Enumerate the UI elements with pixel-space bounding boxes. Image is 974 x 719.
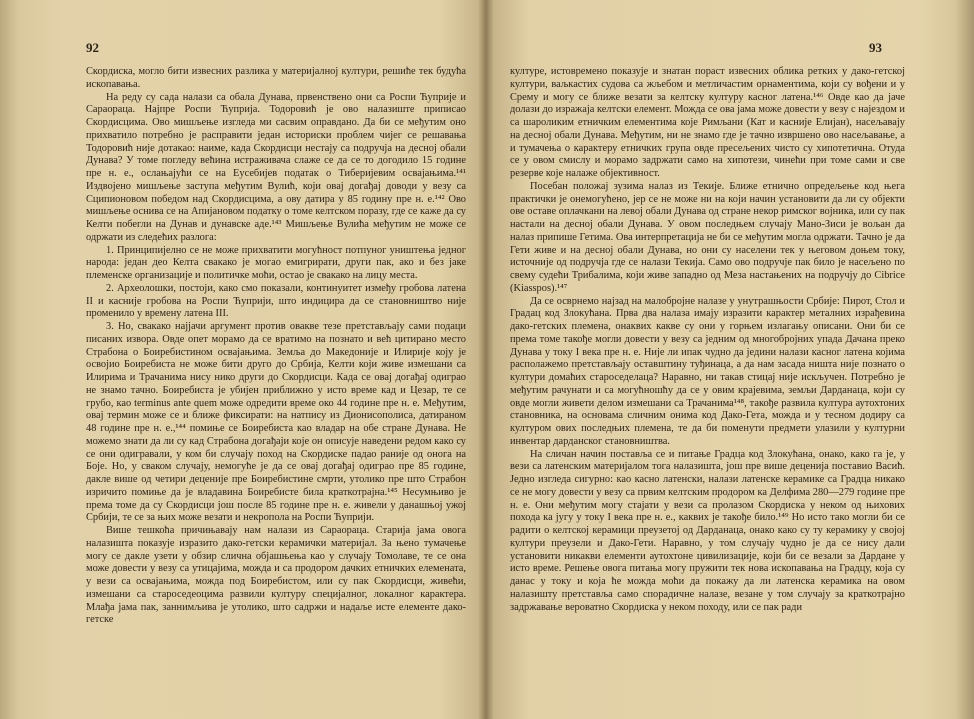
paragraph: 3. Но, свакако најјачи аргумент против овакве тезе претстављају сами подаци писаних извора. Овде опет морамо да се вратимо на познато и већ цитирано место Страбона о Боиребистином освајањима. Земља до Македоније и Илирије коју је освојио Боиребиста не може бити друго до Србија, Келти који живе измешани са Илирима и Трачанима нису нико други до Скордисци. Када се овај догађај одиграо не знамо тачно. Боиребиста је убијен приближно у исто време кад и Цезар, те се грубо, као terminus ante quem може одредити време око 44 године пре н. е. Међутим, овај термин може се и ближе фиксирати: на натпису из Дионисополиса, датираном 48 године пре н. е.,¹⁴⁴ помиње се Боиребиста као владар на обе стране Дунава. Не можемо знати да ли су кад Страбона догађаји које он описује наведени редом како су се они одигравали, у ком би случају поход на Скордиске падао раније од онога на Боје. Но, у сваком случају, немогуће је да се овај догађај одиграо пре 85 године, дакле више од четири деценије пре Боиребистине смрти, утолико пре што Страбон изричито помиње да је владавина Боиребисте била краткотрајна.¹⁴⁵ Несумњиво је према томе да су Скордисци још после 85 године пре н. е. живели у данашњој ужој Србији, те се за њих може везати и некропола на Роспи Ћуприји. <box>86 321 466 524</box>
paragraph: 1. Принципијелно се не може прихватити могућност потпуног уништења једног народа: један део Келта свакако је могао емигрирати, други пак, ако и без јаке племенске организације и политичке моћи, остао је свакако на лицу места. <box>86 244 466 281</box>
page-number: 93 <box>869 40 882 55</box>
paragraph: На реду су сада налази са обала Дунава, првенствено они са Роспи Ћуприје и Сараораца. Најпре Роспи Ћуприја. Тодоровић је ово налазиште приписао Скордисцима. Ово мишљење изгледа ми сасвим оправдано. Да би се међутим оно прихватило потребно је расправити један историски проблем чијег се решавања Тодоровић није дотакао: наиме, када Скордисци нестају са подручја на десној обали Дунава? У томе погледу већина истраживача слаже се да се то догодило 15 године пре н. е., ослањајући се на Еусебијев податак о Тиберијевим освајањима.¹⁴¹ Издвојено мишљење заступа међутим Вулић, који овај догађај доводи у везу са Сципионовом победом над Скордисцима, а ову датира у 85 годину пре н. е.¹⁴² Ово мишљење оснива се на Апијановом податку о томе келтском поразу, где се каже да су Келти побегли на Дунав и дунавске аде.¹⁴³ Мишљење Вулића међутим не може се одржати из следећих разлога: <box>86 91 466 243</box>
paragraph: На сличан начин поставља се и питање Градца код Злокућана, онако, како га је, у вези са латенским материјалом тога налазишта, још пре више деценија поставио Васић. Једно изгледа сигурно: као касно латенски, налази латенске керамике са Градца никако се не могу довести у везу са првим келтским продором ка Делфима 280—279 године пре н. е. Они међутим могу стајати у вези са пролазом Скордиска у неком од њихових похода ка југу у току I века пре н. е., каквих је такође било.¹⁴⁹ Но исто тако могли би се радити о келтској керамици преузетој од Дарданаца, онако како су ту керамику у својој култури преузели и Дако-Гети. Наравно, у том случају чудно је да се нису дали установити никакви елементи аутохтоне цивилизације, који би се везали за Дардане у исто време. Решење овога питања могу пружити тек нова ископавања на Градцу, која су данас у току и која ће можда моћи да покажу да ли латенска керамика на овом налазишту претставља само спорадичне налазе, везане у том случају за краткотрајно задржавање вероватно Скордиска у неком походу, или се пак ради <box>510 448 905 613</box>
paragraph: Више тешкоћа причињавају нам налази из Сараораца. Старија јама овога налазишта показује изразито дако-гетски керамички материјал. За њено тумачење могу се дакле узети у обзир слична објашњења као у случају Томолаве, те се она може довести у везу са утицајима, можда и са продором дачких етничких елемената, у вези са освајањима, можда под Боиребистом, или су пак Скордисци, живећи, измешани са староседеоцима развили културу специјалног, локалног карактера. Млађа јама пак, заннимљива је утолико, што садржи и надаље исте елементе дако-гетске <box>86 525 466 626</box>
page-text <box>510 66 905 614</box>
paragraph: Да се осврнемо најзад на малобројне налазе у унутрашњости Србије: Пирот, Стол и Градац код Злокућана. Прва два налаза имају изразити карактер металних израђевина дако-гетских племена, онаквих какве су они у горњем излагању описани. Они би се према томе такође могли довести у везу са једним од многобројних упада Дачана преко Дунава у току I века пре н. е. Није ли ипак чудно да једини налази касног латена којима располажемо претстављају оставштину туђинаца, а да нам засада ништа није познато о култури домаћих староседелаца? Наравно, ни такав стицај није искључен. Потребно је међутим рачунати и са могућношћу да се у овим крајевима, земљи Дарданаца, који су овде могли живети делом измешани са Трачанима¹⁴⁸, такође развила култура аутохтоних становника, на основама сличним онима код Дако-Гета, можда и у тесном додиру са културом ових последњих племена, те да би поменути предмети улазили у културни инвентар дарданског становништва. <box>510 295 905 447</box>
paragraph: Посебан положај зузима налаз из Текије. Ближе етнично опредељење код њега практички је онемогућено, јер се не може ни на који начин установити да ли су објекти ове оставе оплачкани на левој обали Дунава од стране некор римског војника, или су пак настали на десној обали Дунава. У овом последњем случају Мано-Зиси је вољан да налаз припише Гетима. Ова интерпретација не би се међутим могла одржати. Тачно је да Гети живе и на десној обали Дунава, но они су населени тек у његовом доњем току, источније од подручја где се налази Текија. Само ово подручје пак било је насељено по свему судећи Трибалима, који живе западно од Меза настањених на подручју до Cibrice (Kiasspos).¹⁴⁷ <box>510 180 905 294</box>
paragraph: Скордиска, могло бити извесних разлика у материјалној култури, решиће тек будућа ископавања. <box>86 66 466 90</box>
page-number: 92 <box>86 40 99 55</box>
left-page <box>0 0 486 719</box>
paragraph: 2. Археолошки, постоји, како смо показали, континуитет између гробова латена II и касније гробова на Роспи Ћуприји, што индицира да се становништво није променило у времену латена III. <box>86 282 466 320</box>
page-text <box>86 66 466 627</box>
paragraph: културе, истовремено показује и знатан пораст извесних облика ретких у дако-гетској култури, ваљкастих судова са жљебом и метличастим орнаментима, који су вођени и у Срему и могу се ближе везати за келтску културу касног латена.¹⁴⁶ Овде као да јаче долази до изражаја келтски елемент. Можда се ова јама може довести у везу с најездом и са шароликим етничким елементима које Римљани (Кат и касније Елијан), насељавају на десној обали Дунава. Међутим, ни не знамо где је тачно извршено ово насељавање, а и тумачења о карактеру етничких група овде пресељених чисто су хипотетична. Отуда се у овом смислу и морамо задржати само на хипотези, чинећи при томе сами и све резерве које налаже објективност. <box>510 66 905 179</box>
right-page <box>486 0 974 719</box>
